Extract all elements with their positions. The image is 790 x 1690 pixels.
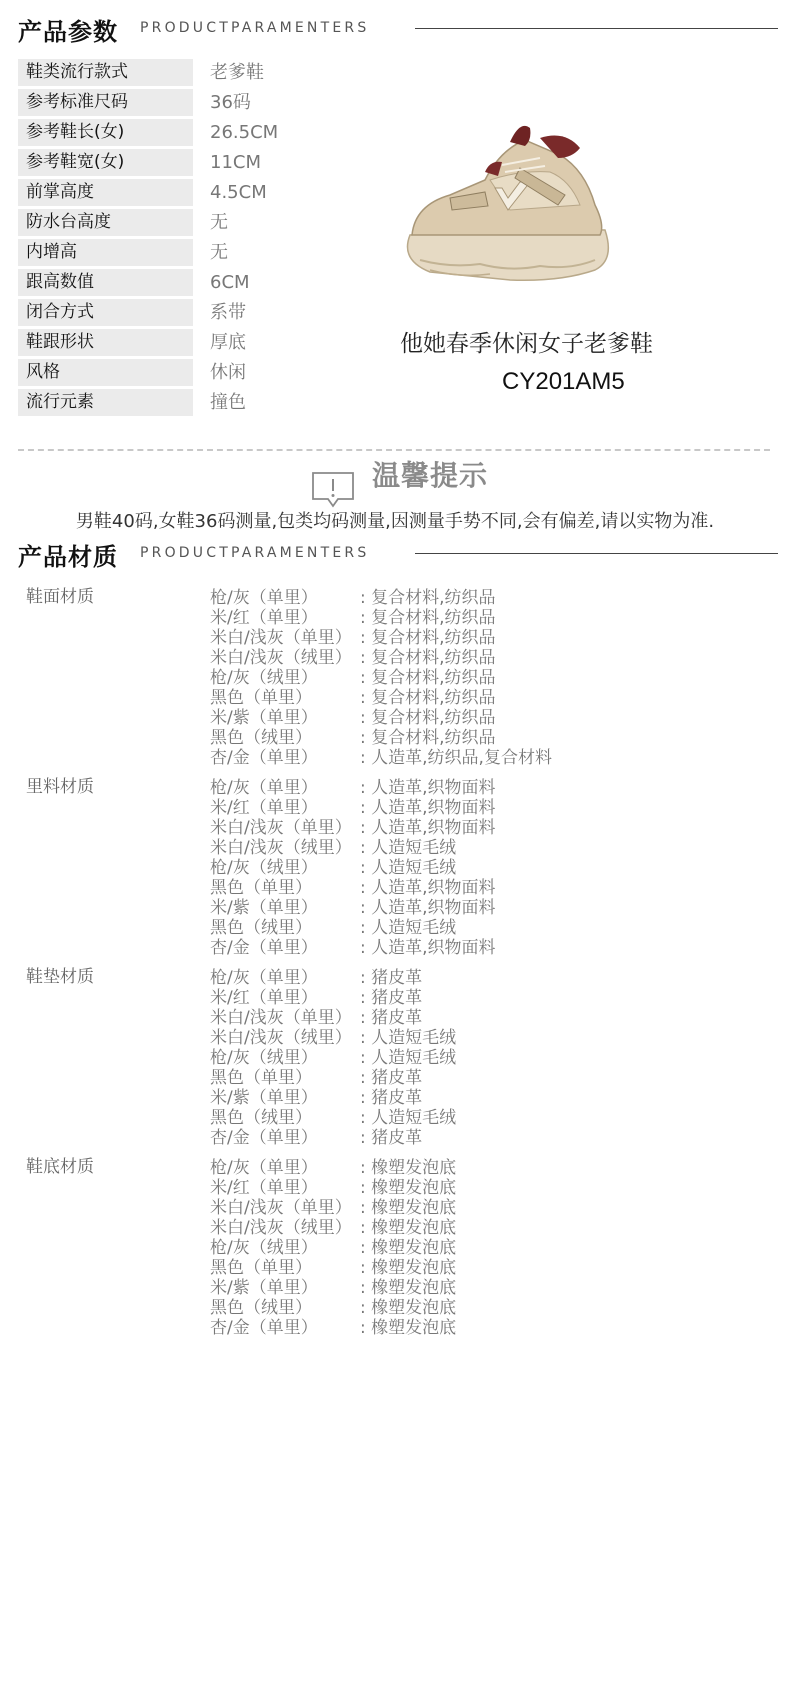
tip-text: 男鞋40码,女鞋36码测量,包类均码测量,因测量手势不同,会有偏差,请以实物为准. (75, 511, 715, 532)
material-value: : 人造革,织物面料 (360, 878, 496, 898)
material-value: : 橡塑发泡底 (360, 1298, 457, 1318)
material-value: : 橡塑发泡底 (360, 1238, 457, 1258)
material-group-label: 鞋垫材质 (26, 967, 94, 987)
spec-row (18, 329, 378, 356)
section-subtitle: PRODUCTPARAMENTERS (140, 20, 370, 36)
spec-value: 26.5CM (210, 122, 279, 143)
material-value: : 人造短毛绒 (360, 838, 457, 858)
material-value: : 橡塑发泡底 (360, 1178, 457, 1198)
product-name: 他她春季休闲女子老爹鞋 (400, 331, 653, 357)
material-variant: 米白/浅灰（单里） (210, 818, 352, 838)
material-variant: 黑色（绒里） (210, 1108, 312, 1128)
material-variant: 杏/金（单里） (210, 748, 318, 768)
section-header-materials (18, 537, 778, 573)
section-title: 产品参数 (18, 18, 118, 46)
spec-row (18, 239, 378, 266)
material-variant: 黑色（绒里） (210, 728, 312, 748)
section-divider (415, 553, 778, 554)
spec-row (18, 119, 378, 146)
material-value: : 猪皮革 (360, 1088, 423, 1108)
spec-label: 鞋类流行款式 (18, 59, 193, 86)
material-value: : 猪皮革 (360, 968, 423, 988)
material-value: : 橡塑发泡底 (360, 1258, 457, 1278)
spec-row (18, 149, 378, 176)
material-value: : 猪皮革 (360, 1068, 423, 1088)
spec-label: 防水台高度 (18, 209, 193, 236)
spec-value: 厚底 (210, 332, 246, 353)
spec-value: 休闲 (210, 362, 246, 383)
material-variant: 米/紫（单里） (210, 708, 318, 728)
spec-label: 前掌高度 (18, 179, 193, 206)
material-value: : 猪皮革 (360, 1008, 423, 1028)
alert-icon (311, 471, 355, 509)
product-image (390, 110, 640, 300)
spec-value: 4.5CM (210, 182, 267, 203)
material-value: : 橡塑发泡底 (360, 1198, 457, 1218)
material-value: : 人造短毛绒 (360, 1108, 457, 1128)
material-variant: 米白/浅灰（单里） (210, 1008, 352, 1028)
material-variant: 黑色（单里） (210, 878, 312, 898)
material-value: : 人造革,织物面料 (360, 898, 496, 918)
material-variant: 枪/灰（单里） (210, 1158, 318, 1178)
material-value: : 橡塑发泡底 (360, 1158, 457, 1178)
product-code: CY201AM5 (502, 368, 625, 395)
material-value: : 人造短毛绒 (360, 1028, 457, 1048)
material-variant: 黑色（单里） (210, 1068, 312, 1088)
spec-label: 跟高数值 (18, 269, 193, 296)
material-value: : 复合材料,纺织品 (360, 608, 496, 628)
material-value: : 人造短毛绒 (360, 1048, 457, 1068)
material-value: : 猪皮革 (360, 988, 423, 1008)
spec-label: 参考鞋长(女) (18, 119, 193, 146)
material-value: : 复合材料,纺织品 (360, 728, 496, 748)
material-variant: 杏/金（单里） (210, 1128, 318, 1148)
material-variant: 杏/金（单里） (210, 938, 318, 958)
material-value: : 复合材料,纺织品 (360, 628, 496, 648)
spec-label: 风格 (18, 359, 193, 386)
material-variant: 米白/浅灰（绒里） (210, 838, 352, 858)
spec-row (18, 59, 378, 86)
material-variant: 枪/灰（单里） (210, 968, 318, 988)
spec-value: 36码 (210, 92, 251, 113)
spec-row (18, 269, 378, 296)
spec-value: 撞色 (210, 392, 246, 413)
tip-title: 温馨提示 (372, 459, 489, 492)
material-value: : 复合材料,纺织品 (360, 648, 496, 668)
material-value: : 人造革,织物面料 (360, 778, 496, 798)
material-value: : 猪皮革 (360, 1128, 423, 1148)
spec-label: 内增高 (18, 239, 193, 266)
material-variant: 米/红（单里） (210, 988, 318, 1008)
material-value: : 人造短毛绒 (360, 858, 457, 878)
spec-value: 系带 (210, 302, 246, 323)
material-value: : 橡塑发泡底 (360, 1318, 457, 1338)
spec-row (18, 209, 378, 236)
material-group-label: 鞋面材质 (26, 587, 94, 607)
material-value: : 人造短毛绒 (360, 918, 457, 938)
spec-value: 11CM (210, 152, 262, 173)
material-variant: 米/紫（单里） (210, 1278, 318, 1298)
section-divider (415, 28, 778, 29)
material-variant: 米白/浅灰（单里） (210, 628, 352, 648)
material-value: : 人造革,纺织品,复合材料 (360, 748, 552, 768)
spec-row (18, 389, 378, 416)
material-value: : 复合材料,纺织品 (360, 668, 496, 688)
spec-value: 无 (210, 212, 228, 233)
spec-value: 无 (210, 242, 228, 263)
material-variant: 米白/浅灰（单里） (210, 1198, 352, 1218)
spec-row (18, 359, 378, 386)
material-value: : 人造革,织物面料 (360, 818, 496, 838)
material-variant: 杏/金（单里） (210, 1318, 318, 1338)
material-variant: 米白/浅灰（绒里） (210, 1028, 352, 1048)
material-value: : 橡塑发泡底 (360, 1218, 457, 1238)
material-group-label: 鞋底材质 (26, 1157, 94, 1177)
section-title: 产品材质 (18, 543, 118, 571)
sneaker-illustration (390, 110, 640, 300)
material-variant: 米白/浅灰（绒里） (210, 648, 352, 668)
material-variant: 黑色（绒里） (210, 918, 312, 938)
section-header-params (18, 12, 778, 48)
material-variant: 枪/灰（绒里） (210, 668, 318, 688)
section-subtitle: PRODUCTPARAMENTERS (140, 545, 370, 561)
material-value: : 人造革,织物面料 (360, 938, 496, 958)
spec-row (18, 179, 378, 206)
material-variant: 枪/灰（绒里） (210, 1238, 318, 1258)
material-value: : 橡塑发泡底 (360, 1278, 457, 1298)
material-variant: 米/紫（单里） (210, 1088, 318, 1108)
dashed-divider (18, 449, 770, 451)
material-value: : 复合材料,纺织品 (360, 688, 496, 708)
spec-label: 鞋跟形状 (18, 329, 193, 356)
material-value: : 人造革,织物面料 (360, 798, 496, 818)
material-variant: 米/紫（单里） (210, 898, 318, 918)
material-variant: 枪/灰（单里） (210, 588, 318, 608)
spec-label: 流行元素 (18, 389, 193, 416)
material-value: : 复合材料,纺织品 (360, 708, 496, 728)
spec-value: 老爹鞋 (210, 62, 264, 83)
spec-value: 6CM (210, 272, 250, 293)
material-variant: 黑色（单里） (210, 1258, 312, 1278)
material-group-label: 里料材质 (26, 777, 94, 797)
material-variant: 枪/灰（绒里） (210, 858, 318, 878)
spec-row (18, 299, 378, 326)
material-variant: 枪/灰（绒里） (210, 1048, 318, 1068)
material-variant: 黑色（单里） (210, 688, 312, 708)
material-variant: 米/红（单里） (210, 1178, 318, 1198)
spec-row (18, 89, 378, 116)
material-variant: 米/红（单里） (210, 798, 318, 818)
material-variant: 黑色（绒里） (210, 1298, 312, 1318)
material-variant: 米白/浅灰（绒里） (210, 1218, 352, 1238)
material-value: : 复合材料,纺织品 (360, 588, 496, 608)
material-variant: 米/红（单里） (210, 608, 318, 628)
spec-label: 参考鞋宽(女) (18, 149, 193, 176)
spec-label: 闭合方式 (18, 299, 193, 326)
material-variant: 枪/灰（单里） (210, 778, 318, 798)
spec-label: 参考标准尺码 (18, 89, 193, 116)
